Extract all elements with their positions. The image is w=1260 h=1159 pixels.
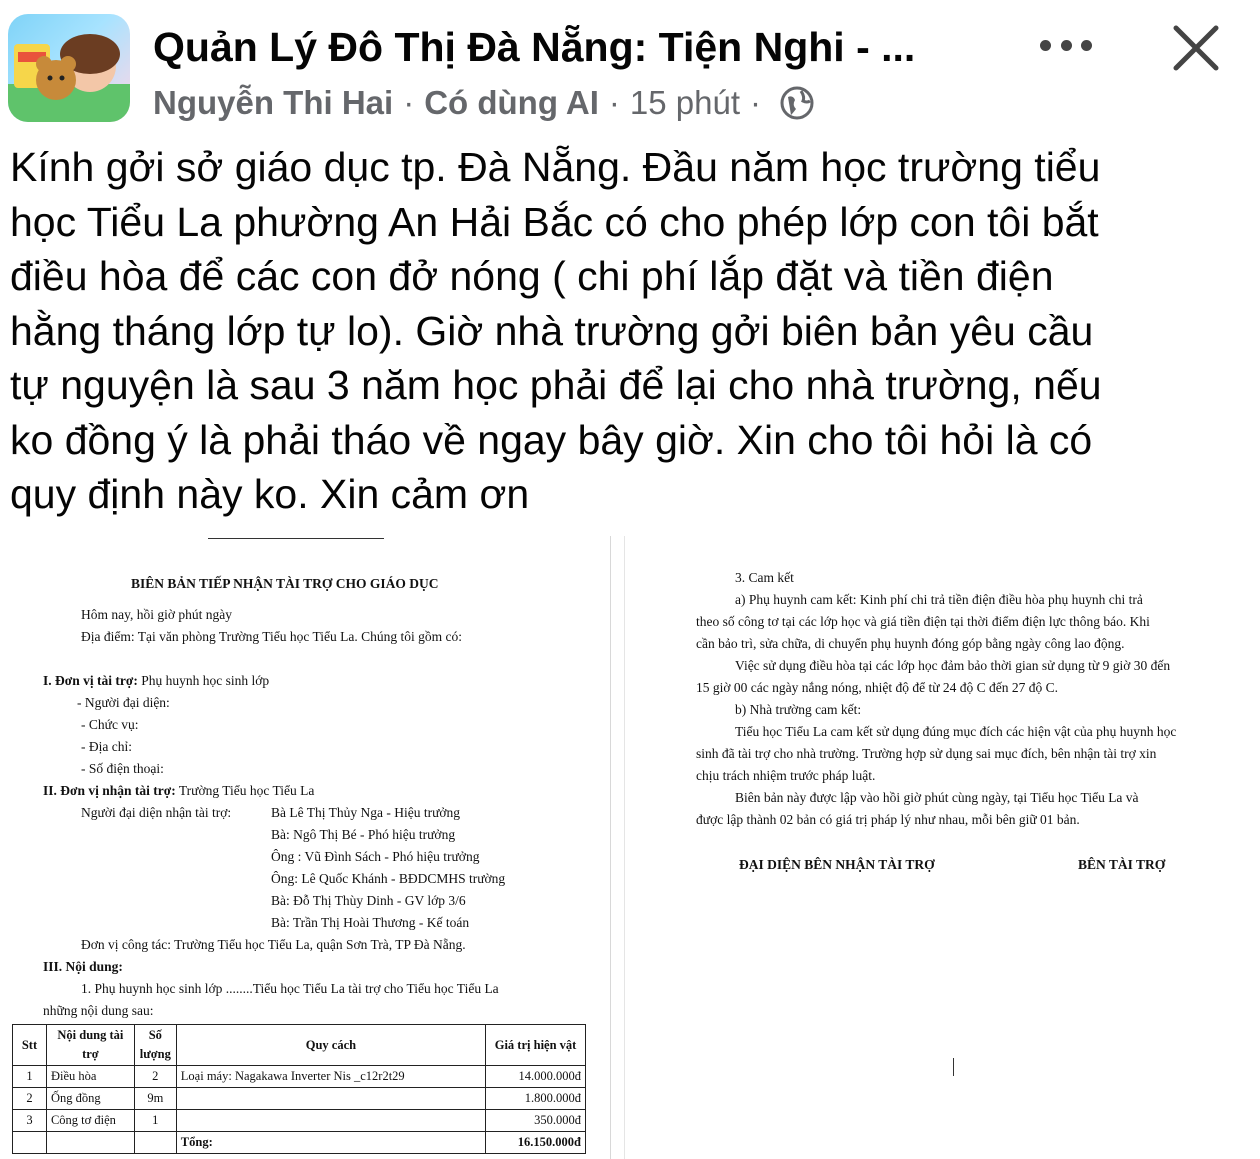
doc-line: Người đại diện nhận tài trợ:: [81, 805, 232, 820]
table-header: Nội dung tài trợ: [46, 1025, 134, 1066]
more-dot: [1081, 40, 1092, 51]
table-cell: 9m: [134, 1088, 176, 1110]
table-total-value: 16.150.000đ: [486, 1132, 586, 1154]
more-options-icon[interactable]: [1040, 30, 1092, 60]
table-cell: 1: [134, 1110, 176, 1132]
post-time[interactable]: 15 phút: [629, 84, 741, 121]
doc-line: Bà: Ngô Thị Bé - Phó hiệu trưởng: [271, 827, 456, 842]
doc-line: 3. Cam kết: [735, 570, 794, 585]
table-cell: 2: [134, 1066, 176, 1088]
table-header: Số lượng: [134, 1025, 176, 1066]
close-icon[interactable]: [1168, 20, 1224, 76]
author-name[interactable]: Nguyễn Thi Hai: [153, 84, 394, 121]
post-line: quy định này ko. Xin cảm ơn: [10, 471, 530, 517]
post-line: hằng tháng lớp tự lo). Giờ nhà trường gởi biên bản yêu cầu: [10, 307, 1094, 354]
table-header-row: [13, 1025, 586, 1066]
section-heading: I. Đơn vị tài trợ:: [43, 673, 138, 688]
table-row: [13, 1066, 586, 1088]
table-cell: 3: [13, 1110, 47, 1132]
section-heading: II. Đơn vị nhận tài trợ:: [43, 783, 176, 798]
doc-line: Tiểu học Tiểu La cam kết sử dụng đúng mục đích các hiện vật của phụ huynh học: [735, 724, 1177, 739]
more-dot: [1040, 40, 1051, 51]
doc-line: - Số điện thoại:: [81, 761, 164, 776]
doc-line: Bà: Trần Thị Hoài Thương - Kế toán: [271, 915, 470, 930]
doc-line: Ông : Vũ Đình Sách - Phó hiệu trưởng: [271, 849, 480, 864]
doc-line: được lập thành 02 bản có giá trị pháp lý như nhau, mỗi bên giữ 01 bản.: [696, 812, 1080, 827]
table-cell: Loại máy: Nagakawa Inverter Nis _c12r2t29: [176, 1066, 485, 1088]
post-line: học Tiểu La phường An Hải Bắc có cho phép lớp con tôi bắt: [10, 198, 1099, 245]
doc-line: - Chức vụ:: [81, 717, 139, 732]
meta-separator: ·: [608, 84, 620, 121]
table-cell: 2: [13, 1088, 47, 1110]
post-line: điều hòa để các con đở nóng ( chi phí lắp đặt và tiền điện: [10, 253, 1054, 299]
page-top-rule: [208, 538, 384, 539]
doc-section-1: [43, 673, 269, 689]
table-cell: 14.000.000đ: [486, 1066, 586, 1088]
group-title[interactable]: Quản Lý Đô Thị Đà Nẵng: Tiện Nghi - ...: [153, 24, 916, 70]
post-line: tự nguyện là sau 3 năm học phải để lại cho nhà trường, nếu: [10, 362, 1102, 408]
meta-separator: ·: [750, 84, 762, 121]
signature-recipient-label: ĐẠI DIỆN BÊN NHẬN TÀI TRỢ: [739, 857, 935, 872]
doc-line: 15 giờ 00 các ngày nắng nóng, nhiệt độ để từ 24 độ C đến 27 độ C.: [696, 680, 1059, 695]
table-row: [13, 1110, 586, 1132]
table-cell: [46, 1132, 134, 1154]
table-cell: 1.800.000đ: [486, 1088, 586, 1110]
table-row: [13, 1088, 586, 1110]
more-dot: [1061, 40, 1072, 51]
doc-section-2: [43, 783, 314, 799]
text-cursor: [953, 1058, 954, 1076]
table-cell: [176, 1110, 485, 1132]
doc-line: Đơn vị công tác: Trường Tiểu học Tiểu La, quận Sơn Trà, TP Đà Nẵng.: [81, 937, 466, 952]
table-cell: Công tơ điện: [46, 1110, 134, 1132]
doc-line: cần bảo trì, sửa chữa, di chuyển phụ huynh đóng góp bằng ngày công lao động.: [696, 636, 1125, 651]
table-cell: Ống đồng: [46, 1088, 134, 1110]
meta-separator: ·: [403, 84, 415, 121]
doc-line: - Người đại diện:: [77, 695, 170, 710]
ai-label[interactable]: Có dùng AI: [424, 84, 599, 121]
document-title: BIÊN BẢN TIẾP NHẬN TÀI TRỢ CHO GIÁO DỤC: [131, 576, 439, 591]
table-total-label: Tổng:: [176, 1132, 485, 1154]
doc-line: a) Phụ huynh cam kết: Kinh phí chi trả tiền điện điều hòa phụ huynh chi trả: [735, 592, 1143, 607]
doc-line: Việc sử dụng điều hòa tại các lớp học đảm bảo thời gian sử dụng từ 9 giờ 30 đến: [735, 658, 1171, 673]
doc-line: b) Nhà trường cam kết:: [735, 702, 862, 717]
doc-line: Biên bản này được lập vào hồi giờ phút cùng ngày, tại Tiểu học Tiểu La và: [735, 790, 1139, 805]
table-cell: 1: [13, 1066, 47, 1088]
group-avatar[interactable]: [8, 14, 130, 122]
post-line: Kính gởi sở giáo dục tp. Đà Nẵng. Đầu năm học trường tiểu: [10, 144, 1101, 190]
post-body: [10, 140, 1250, 522]
doc-line: theo số công tơ tại các lớp học và giá tiền điện tại thời điểm điện lực thông báo. Khi: [696, 614, 1150, 629]
table-header: Quy cách: [176, 1025, 485, 1066]
doc-line: - Địa chỉ:: [81, 739, 132, 754]
section-heading: III. Nội dung:: [43, 959, 123, 974]
table-cell: [134, 1132, 176, 1154]
section-text: Phụ huynh học sinh lớp: [137, 673, 270, 688]
table-cell: Điều hòa: [46, 1066, 134, 1088]
doc-line: chịu trách nhiệm trước pháp luật.: [696, 768, 876, 783]
doc-line: Bà: Đỗ Thị Thùy Dinh - GV lớp 3/6: [271, 893, 466, 908]
doc-line: sinh đã tài trợ cho nhà trường. Trường hợp sử dụng sai mục đích, bên nhận tài trợ xin: [696, 746, 1157, 761]
globe-icon[interactable]: [779, 85, 815, 121]
doc-line: Địa điểm: Tại văn phòng Trường Tiểu học Tiểu La. Chúng tôi gồm có:: [81, 629, 462, 644]
section-text: Trường Tiểu học Tiểu La: [175, 783, 315, 798]
table-cell: [13, 1132, 47, 1154]
signature-donor-label: BÊN TÀI TRỢ: [1078, 857, 1166, 872]
doc-line: Hôm nay, hồi giờ phút ngày: [81, 607, 232, 622]
table-header: Giá trị hiện vật: [486, 1025, 586, 1066]
table-header: Stt: [13, 1025, 47, 1066]
doc-line: những nội dung sau:: [43, 1003, 154, 1018]
table-total-row: [13, 1132, 586, 1154]
doc-line: 1. Phụ huynh học sinh lớp ........Tiểu học Tiểu La tài trợ cho Tiểu học Tiểu La: [81, 981, 499, 996]
table-cell: 350.000đ: [486, 1110, 586, 1132]
doc-line: Bà Lê Thị Thủy Nga - Hiệu trưởng: [271, 805, 461, 820]
post-header: [0, 0, 1260, 130]
doc-line: Ông: Lê Quốc Khánh - BĐDCMHS trường: [271, 871, 506, 886]
table-cell: [176, 1088, 485, 1110]
post-meta: [153, 84, 815, 122]
post-line: ko đồng ý là phải tháo về ngay bây giờ. Xin cho tôi hỏi là có: [10, 416, 1093, 463]
post-image-document-page-1[interactable]: [0, 536, 611, 1159]
donation-table: [12, 1024, 586, 1154]
post-image-document-page-2[interactable]: [624, 536, 1260, 1159]
